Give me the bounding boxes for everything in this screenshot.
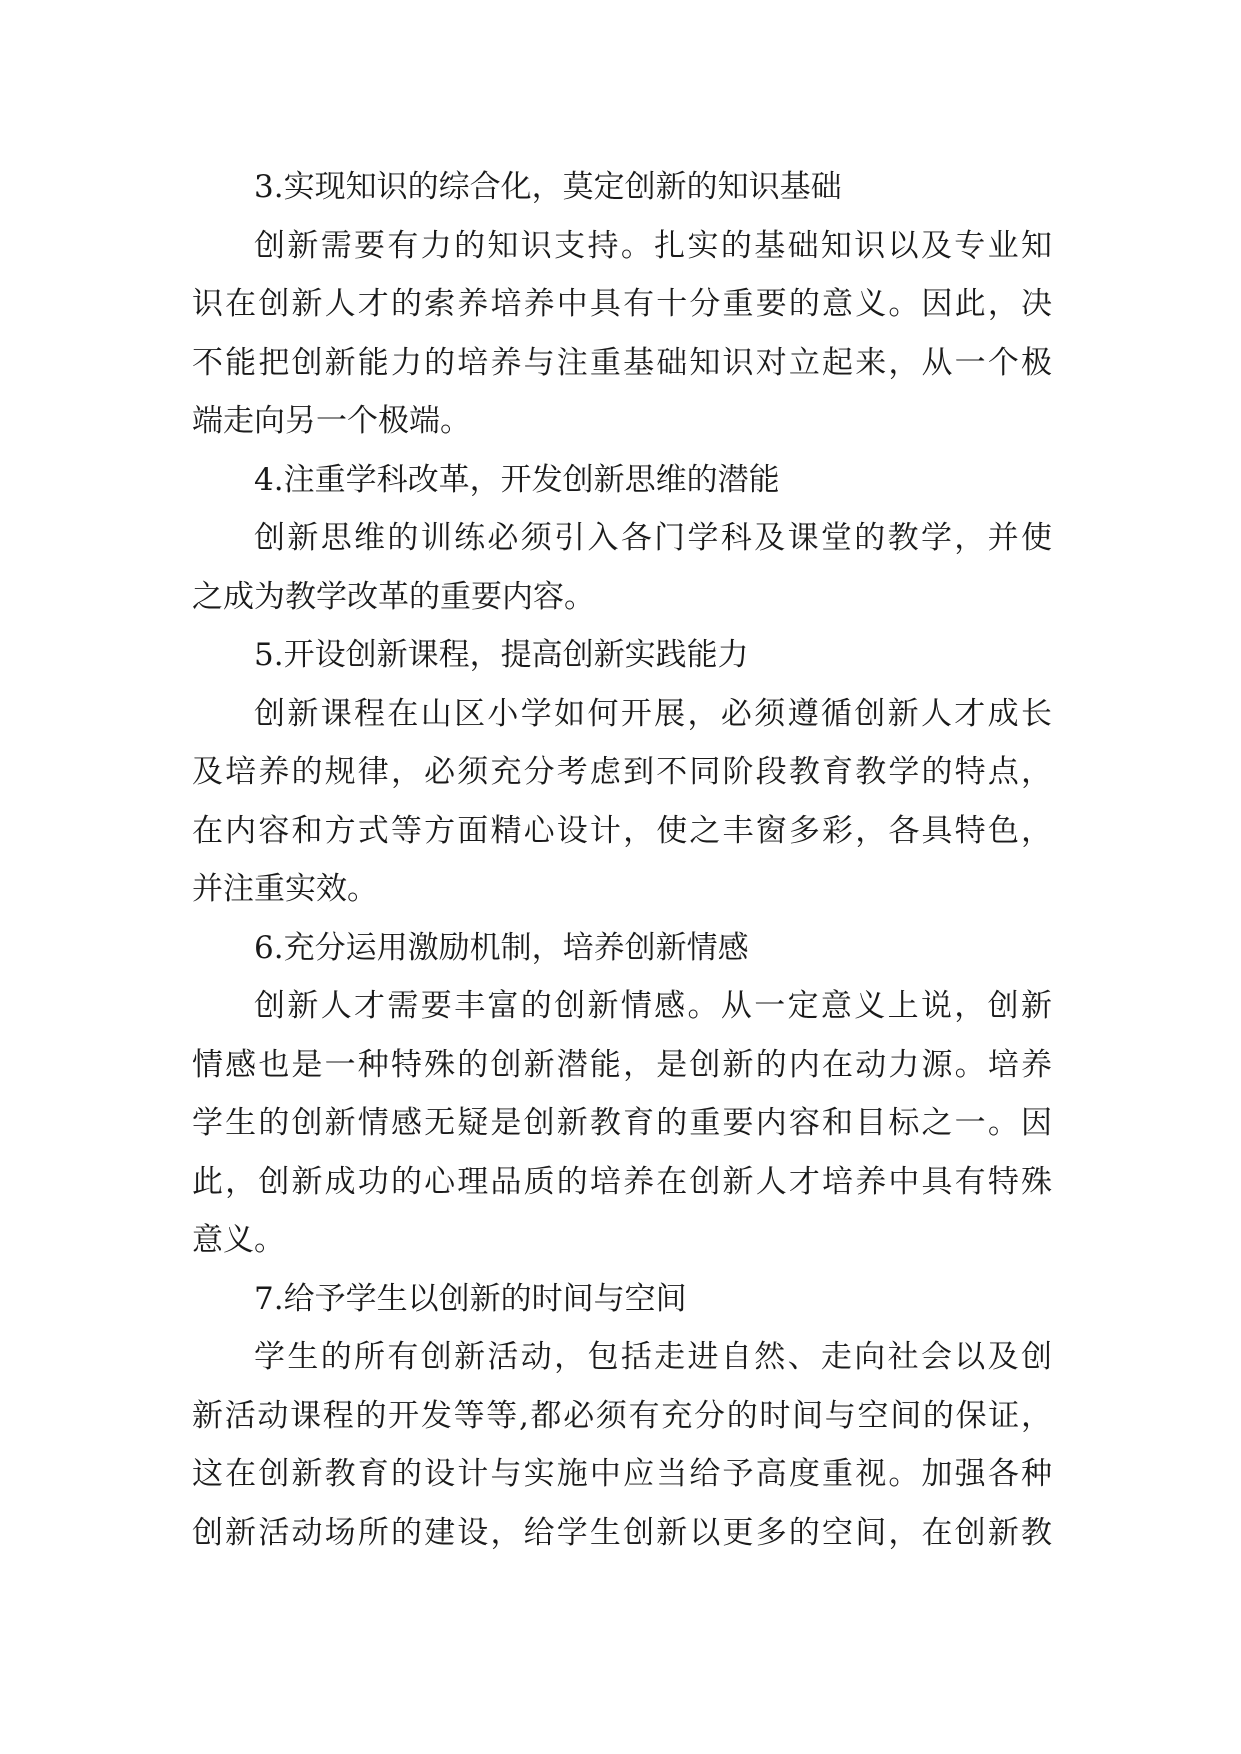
paragraph-line: 识在创新人才的索养培养中具有十分重要的意义。因此，决 xyxy=(192,286,1052,322)
paragraph-line: 不能把创新能力的培养与注重基础知识对立起来，从一个极 xyxy=(192,344,1052,381)
paragraph-line: 这在创新教育的设计与实施中应当给予高度重视。加强各种 xyxy=(192,1456,1052,1492)
paragraph-line: 在内容和方式等方面精心设计，使之丰窗多彩，各具特色， xyxy=(192,812,1052,849)
paragraph-line: 意义。 xyxy=(192,1222,285,1258)
paragraph-line: 创新活动场所的建设，给学生创新以更多的空间，在创新教 xyxy=(192,1514,1052,1551)
paragraph-line: 之成为教学改革的重要内容。 xyxy=(192,578,595,615)
section-heading: 5.开设创新课程，提高创新实践能力 xyxy=(254,637,749,673)
paragraph-line: 此，创新成功的心理品质的培养在创新人才培养中具有特殊 xyxy=(192,1163,1052,1200)
paragraph-line: 学生的所有创新活动，包括走进自然、走向社会以及创 xyxy=(254,1339,1052,1375)
section-heading: 3.实现知识的综合化，莫定创新的知识基础 xyxy=(254,169,842,205)
paragraph-line: 新活动课程的开发等等,都必须有充分的时间与空间的保证， xyxy=(192,1397,1052,1434)
section-heading: 6.充分运用激励机制，培养创新情感 xyxy=(254,929,749,966)
document-page xyxy=(192,158,1052,1562)
paragraph-line: 端走向另一个极端。 xyxy=(192,403,471,439)
paragraph-line: 学生的创新情感无疑是创新教育的重要内容和目标之一。因 xyxy=(192,1105,1052,1141)
paragraph-line: 创新需要有力的知识支持。扎实的基础知识以及专业知 xyxy=(254,227,1052,264)
section-heading: 7.给予学生以创新的时间与空间 xyxy=(254,1280,687,1317)
paragraph-line: 创新思维的训练必须引入各门学科及课堂的教学，并使 xyxy=(254,520,1052,556)
paragraph-line: 情感也是一种特殊的创新潜能，是创新的内在动力源。培养 xyxy=(192,1046,1052,1083)
paragraph-line: 创新人才需要丰富的创新情感。从一定意义上说，创新 xyxy=(254,988,1052,1024)
paragraph-line: 及培养的规律，必须充分考虑到不同阶段教育教学的特点， xyxy=(192,754,1052,790)
paragraph-line: 创新课程在山区小学如何开展，必须遵循创新人才成长 xyxy=(254,695,1052,732)
paragraph-line: 并注重实效。 xyxy=(192,871,378,907)
section-heading: 4.注重学科改革，开发创新思维的潜能 xyxy=(254,461,780,498)
